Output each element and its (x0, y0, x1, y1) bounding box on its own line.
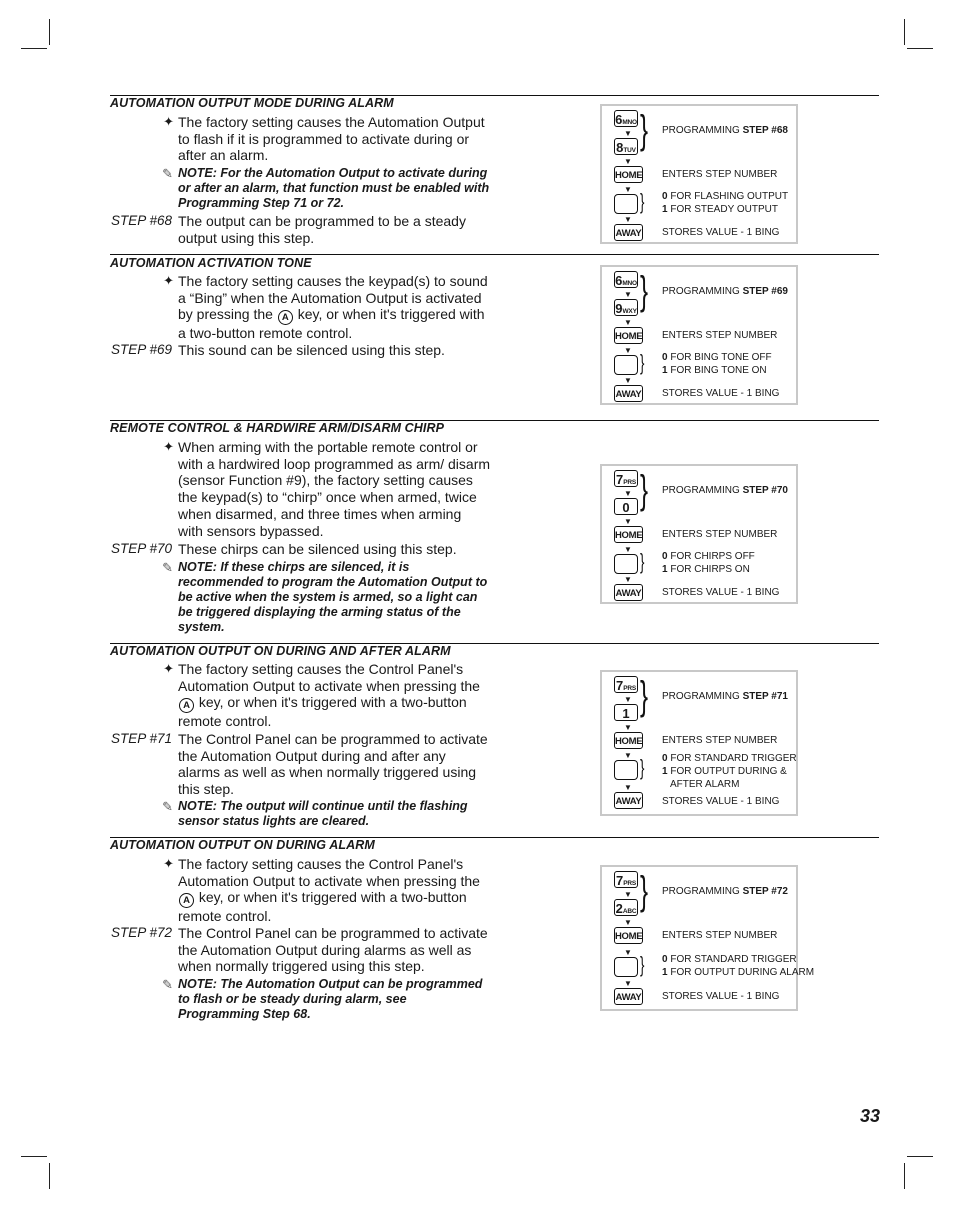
bullet-row (110, 439, 490, 541)
section-title: AUTOMATION OUTPUT ON DURING ALARM (110, 838, 375, 852)
arrow-down-icon: ▼ (624, 489, 632, 498)
brace-icon: } (640, 108, 649, 152)
section-title: AUTOMATION OUTPUT ON DURING AND AFTER ALARM (110, 644, 451, 658)
diamond-icon: ✦ (163, 856, 174, 871)
stores-label: STORES VALUE - 1 BING (662, 587, 780, 598)
bullet-text: The factory setting causes the Automation Output to flash if it is programmed to activate during or after an alarm. (178, 114, 485, 164)
diamond-icon: ✦ (163, 114, 174, 129)
a-key-icon: A (179, 893, 194, 908)
bullet-row (110, 856, 490, 926)
option-1-continued: AFTER ALARM (670, 779, 740, 790)
bullet-row (110, 661, 490, 731)
enters-label: ENTERS STEP NUMBER (662, 735, 778, 746)
step-label: STEP #72 (110, 925, 172, 940)
enters-label: ENTERS STEP NUMBER (662, 330, 778, 341)
stores-label: STORES VALUE - 1 BING (662, 388, 780, 399)
programming-panel (600, 464, 798, 604)
step-label: STEP #68 (110, 213, 172, 228)
crop-mark (904, 1163, 905, 1189)
note-text: NOTE: The Automation Output can be programmed to flash or be steady during alarm, see Programming Step 68. (178, 977, 483, 1021)
arrow-down-icon: ▼ (624, 185, 632, 194)
step-text: This sound can be silenced using this step. (178, 342, 445, 358)
section-rule (110, 254, 879, 255)
brace-icon: } (640, 674, 649, 718)
home-key: HOME (614, 526, 643, 543)
programming-panel (600, 265, 798, 405)
arrow-down-icon: ▼ (624, 723, 632, 732)
option-0: 0 FOR CHIRPS OFF (662, 551, 755, 562)
arrow-down-icon: ▼ (624, 751, 632, 760)
option-1: 1 FOR STEADY OUTPUT (662, 204, 778, 215)
step-row (110, 731, 490, 799)
a-key-icon: A (179, 698, 194, 713)
away-key: AWAY (614, 792, 643, 809)
brace-icon: } (640, 468, 649, 512)
note-text: NOTE: If these chirps are silenced, it is recommended to program the Automation Output to be active when the system is armed, so a light can be triggered displaying the arming status of the system. (178, 560, 488, 634)
enters-label: ENTERS STEP NUMBER (662, 529, 778, 540)
brace-icon: } (640, 549, 645, 574)
step-label: STEP #71 (110, 731, 172, 746)
step-row (110, 342, 490, 360)
pencil-icon: ✎ (162, 799, 173, 814)
step-label: STEP #70 (110, 541, 172, 556)
arrow-down-icon: ▼ (624, 290, 632, 299)
option-0: 0 FOR STANDARD TRIGGER (662, 753, 797, 764)
brace-icon: } (640, 269, 649, 313)
option-0: 0 FOR STANDARD TRIGGER (662, 954, 797, 965)
enters-label: ENTERS STEP NUMBER (662, 169, 778, 180)
step-row (110, 213, 490, 247)
a-key-icon: A (278, 310, 293, 325)
option-0: 0 FOR FLASHING OUTPUT (662, 191, 789, 202)
step-text: The Control Panel can be programmed to activate the Automation Output during alarms as well as when normally triggered using this step. (178, 925, 488, 975)
programming-panel (600, 104, 798, 244)
brace-icon: } (640, 869, 649, 913)
blank-key (614, 194, 638, 214)
section-title: REMOTE CONTROL & HARDWIRE ARM/DISARM CHIRP (110, 421, 445, 435)
blank-key (614, 554, 638, 574)
option-1: 1 FOR OUTPUT DURING ALARM (662, 967, 815, 978)
option-0: 0 FOR BING TONE OFF (662, 352, 772, 363)
arrow-down-icon: ▼ (624, 890, 632, 899)
keypad-key: 6MNO (615, 112, 637, 127)
keypad-key: 6MNO (615, 273, 637, 288)
away-key: AWAY (614, 584, 643, 601)
away-key: AWAY (614, 385, 643, 402)
crop-mark (21, 1156, 47, 1157)
step-row (110, 541, 490, 559)
diamond-icon: ✦ (163, 661, 174, 676)
note-row (110, 166, 490, 212)
keypad-key: 1 (614, 704, 638, 721)
note-row (110, 799, 490, 831)
home-key: HOME (614, 732, 643, 749)
note-row (110, 560, 490, 636)
stores-label: STORES VALUE - 1 BING (662, 991, 780, 1002)
programming-label: PROGRAMMING STEP #71 (662, 691, 788, 702)
crop-mark (904, 19, 905, 45)
pencil-icon: ✎ (162, 977, 173, 992)
option-1: 1 FOR BING TONE ON (662, 365, 767, 376)
keypad-key: 7PRS (616, 873, 636, 888)
programming-panel (600, 865, 815, 1011)
pencil-icon: ✎ (162, 166, 173, 181)
arrow-down-icon: ▼ (624, 157, 632, 166)
bullet-row (110, 114, 490, 166)
arrow-down-icon: ▼ (624, 783, 632, 792)
note-text: NOTE: For the Automation Output to activate during or after an alarm, that function must be enabled with Programming Step 71 or 72. (178, 166, 490, 210)
step-text: The Control Panel can be programmed to activate the Automation Output during and after any alarms as well as when normally triggered using this step. (178, 731, 488, 798)
arrow-down-icon: ▼ (624, 517, 632, 526)
home-key: HOME (614, 327, 643, 344)
crop-mark (21, 48, 47, 49)
programming-label: PROGRAMMING STEP #70 (662, 485, 788, 496)
arrow-down-icon: ▼ (624, 545, 632, 554)
brace-icon: } (640, 755, 645, 780)
section-title: AUTOMATION OUTPUT MODE DURING ALARM (110, 96, 394, 110)
brace-icon: } (640, 350, 645, 375)
bullet-row (110, 273, 490, 341)
keypad-key: 9WXY (615, 301, 637, 316)
blank-key (614, 355, 638, 375)
brace-icon: } (640, 952, 645, 977)
programming-label: PROGRAMMING STEP #69 (662, 286, 788, 297)
step-text: These chirps can be silenced using this step. (178, 541, 457, 557)
arrow-down-icon: ▼ (624, 979, 632, 988)
crop-mark (49, 1163, 50, 1189)
note-row (110, 977, 490, 1023)
stores-label: STORES VALUE - 1 BING (662, 227, 780, 238)
away-key: AWAY (614, 224, 643, 241)
option-1: 1 FOR OUTPUT DURING & (662, 766, 787, 777)
keypad-key: 7PRS (616, 472, 636, 487)
stores-label: STORES VALUE - 1 BING (662, 796, 780, 807)
note-text: NOTE: The output will continue until the flashing sensor status lights are cleared. (178, 799, 468, 828)
programming-panel (600, 670, 798, 816)
arrow-down-icon: ▼ (624, 346, 632, 355)
page-number: 33 (859, 1106, 880, 1126)
programming-label: PROGRAMMING STEP #72 (662, 886, 788, 897)
keypad-key: 0 (614, 498, 638, 515)
keypad-key: 2ABC (615, 901, 637, 916)
bullet-text: The factory setting causes the Control Panel's Automation Output to activate when pressing the A key, or when it's triggered with a two-button remote control. (178, 856, 480, 925)
section-title: AUTOMATION ACTIVATION TONE (110, 256, 312, 270)
arrow-down-icon: ▼ (624, 318, 632, 327)
blank-key (614, 760, 638, 780)
step-text: The output can be programmed to be a steady output using this step. (178, 213, 466, 246)
bullet-text: The factory setting causes the keypad(s) to sound a “Bing” when the Automation Output is activated by pressing the A key, or when it's triggered with a two-button remote control. (178, 273, 488, 342)
diamond-icon: ✦ (163, 439, 174, 454)
brace-icon: } (640, 189, 645, 214)
diamond-icon: ✦ (163, 273, 174, 288)
blank-key (614, 957, 638, 977)
bullet-text: When arming with the portable remote control or with a hardwired loop programmed as arm/ disarm (sensor Function #9), the factory setting causes the keypad(s) to “chirp” once when armed, twice when disarmed, and three times when arming with sensors bypassed. (178, 439, 491, 539)
arrow-down-icon: ▼ (624, 129, 632, 138)
crop-mark (907, 48, 933, 49)
arrow-down-icon: ▼ (624, 575, 632, 584)
step-row (110, 925, 490, 977)
bullet-text: The factory setting causes the Control Panel's Automation Output to activate when pressing the A key, or when it's triggered with a two-button remote control. (178, 661, 480, 730)
option-1: 1 FOR CHIRPS ON (662, 564, 750, 575)
arrow-down-icon: ▼ (624, 695, 632, 704)
arrow-down-icon: ▼ (624, 918, 632, 927)
enters-label: ENTERS STEP NUMBER (662, 930, 778, 941)
home-key: HOME (614, 166, 643, 183)
arrow-down-icon: ▼ (624, 215, 632, 224)
home-key: HOME (614, 927, 643, 944)
crop-mark (907, 1156, 933, 1157)
crop-mark (49, 19, 50, 45)
keypad-key: 8TUV (614, 138, 638, 155)
programming-label: PROGRAMMING STEP #68 (662, 125, 788, 136)
pencil-icon: ✎ (162, 560, 173, 575)
step-label: STEP #69 (110, 342, 172, 357)
away-key: AWAY (614, 988, 643, 1005)
keypad-key: 7PRS (616, 678, 636, 693)
arrow-down-icon: ▼ (624, 376, 632, 385)
arrow-down-icon: ▼ (624, 948, 632, 957)
